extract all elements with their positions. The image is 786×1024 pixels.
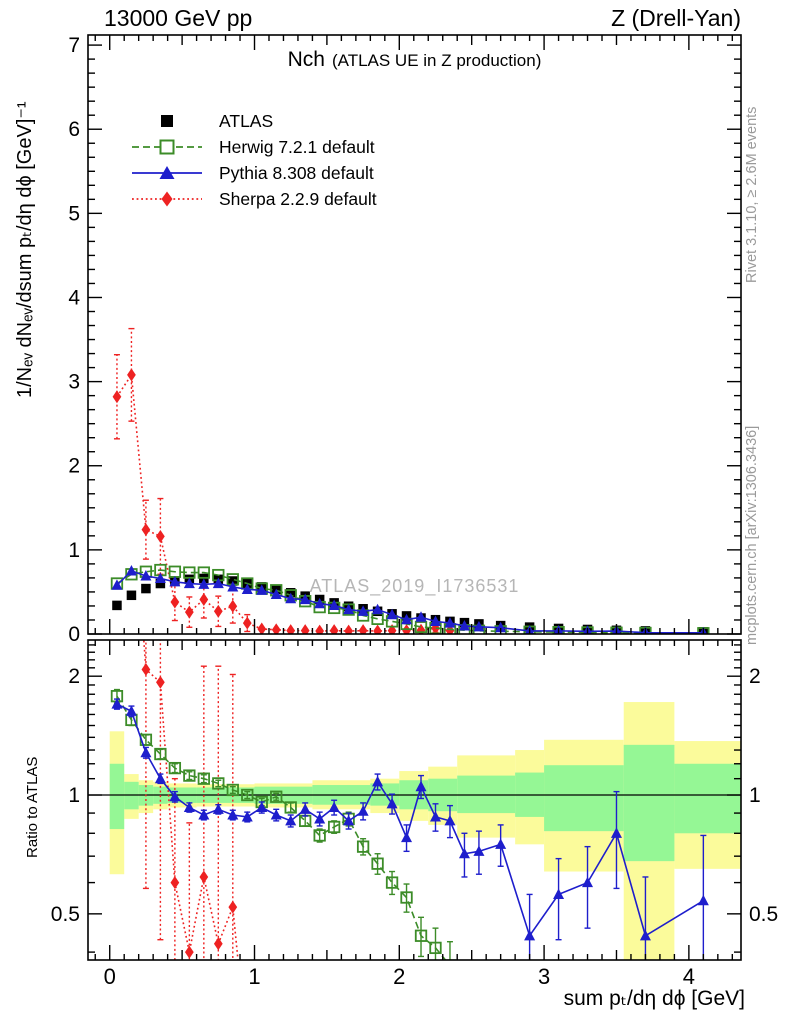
svg-text:2: 2 — [749, 665, 761, 689]
pythia-marker-icon — [128, 164, 206, 182]
plot-title — [88, 48, 741, 72]
herwig-marker-icon — [128, 138, 206, 156]
svg-text:1: 1 — [248, 964, 261, 989]
svg-text:7: 7 — [68, 34, 80, 58]
ratio-y-axis-label: Ratio to ATLAS — [24, 756, 41, 858]
rivet-version-credit: Rivet 3.1.10, ≥ 2.6M events — [744, 106, 760, 283]
svg-text:2: 2 — [393, 964, 406, 989]
svg-text:5: 5 — [68, 202, 80, 226]
main-y-axis-label: 1/Nₑᵥ dNₑᵥ/dsum pₜ/dη dϕ [GeV]⁻¹ — [14, 101, 36, 398]
legend-label-atlas: ATLAS — [219, 110, 274, 131]
legend-row-herwig — [128, 134, 377, 160]
observable-title: Nch — [287, 48, 325, 71]
mcplots-credit: mcplots.cern.ch [arXiv:1306.3436] — [744, 425, 760, 645]
svg-text:0: 0 — [68, 623, 80, 646]
svg-text:3: 3 — [537, 964, 551, 989]
analysis-subtitle: (ATLAS UE in Z production) — [331, 51, 542, 70]
legend-row-sherpa — [128, 186, 377, 212]
svg-text:4: 4 — [682, 964, 696, 989]
legend-label-pythia: Pythia 8.308 default — [219, 162, 374, 183]
svg-text:4: 4 — [68, 286, 80, 310]
svg-text:0.5: 0.5 — [50, 902, 80, 926]
svg-text:2: 2 — [68, 665, 80, 689]
legend-row-pythia — [128, 160, 377, 186]
svg-text:0.5: 0.5 — [749, 902, 779, 926]
svg-text:0: 0 — [103, 964, 116, 989]
svg-text:1: 1 — [68, 784, 80, 808]
legend — [128, 108, 377, 212]
svg-text:6: 6 — [68, 118, 80, 142]
svg-text:1: 1 — [749, 784, 761, 808]
svg-text:2: 2 — [68, 454, 80, 478]
analysis-id-watermark: ATLAS_2019_I1736531 — [309, 576, 520, 596]
process-label: Z (Drell-Yan) — [611, 5, 741, 31]
atlas-marker-icon — [128, 112, 206, 130]
sherpa-marker-icon — [128, 190, 206, 208]
x-axis-label: sum pₜ/dη dϕ [GeV] — [563, 987, 745, 1010]
legend-label-sherpa: Sherpa 2.2.9 default — [219, 188, 377, 209]
svg-text:3: 3 — [68, 370, 80, 394]
legend-row-atlas — [128, 108, 377, 134]
beam-energy-label: 13000 GeV pp — [104, 5, 253, 31]
legend-label-herwig: Herwig 7.2.1 default — [219, 136, 375, 157]
svg-text:1: 1 — [68, 538, 80, 562]
